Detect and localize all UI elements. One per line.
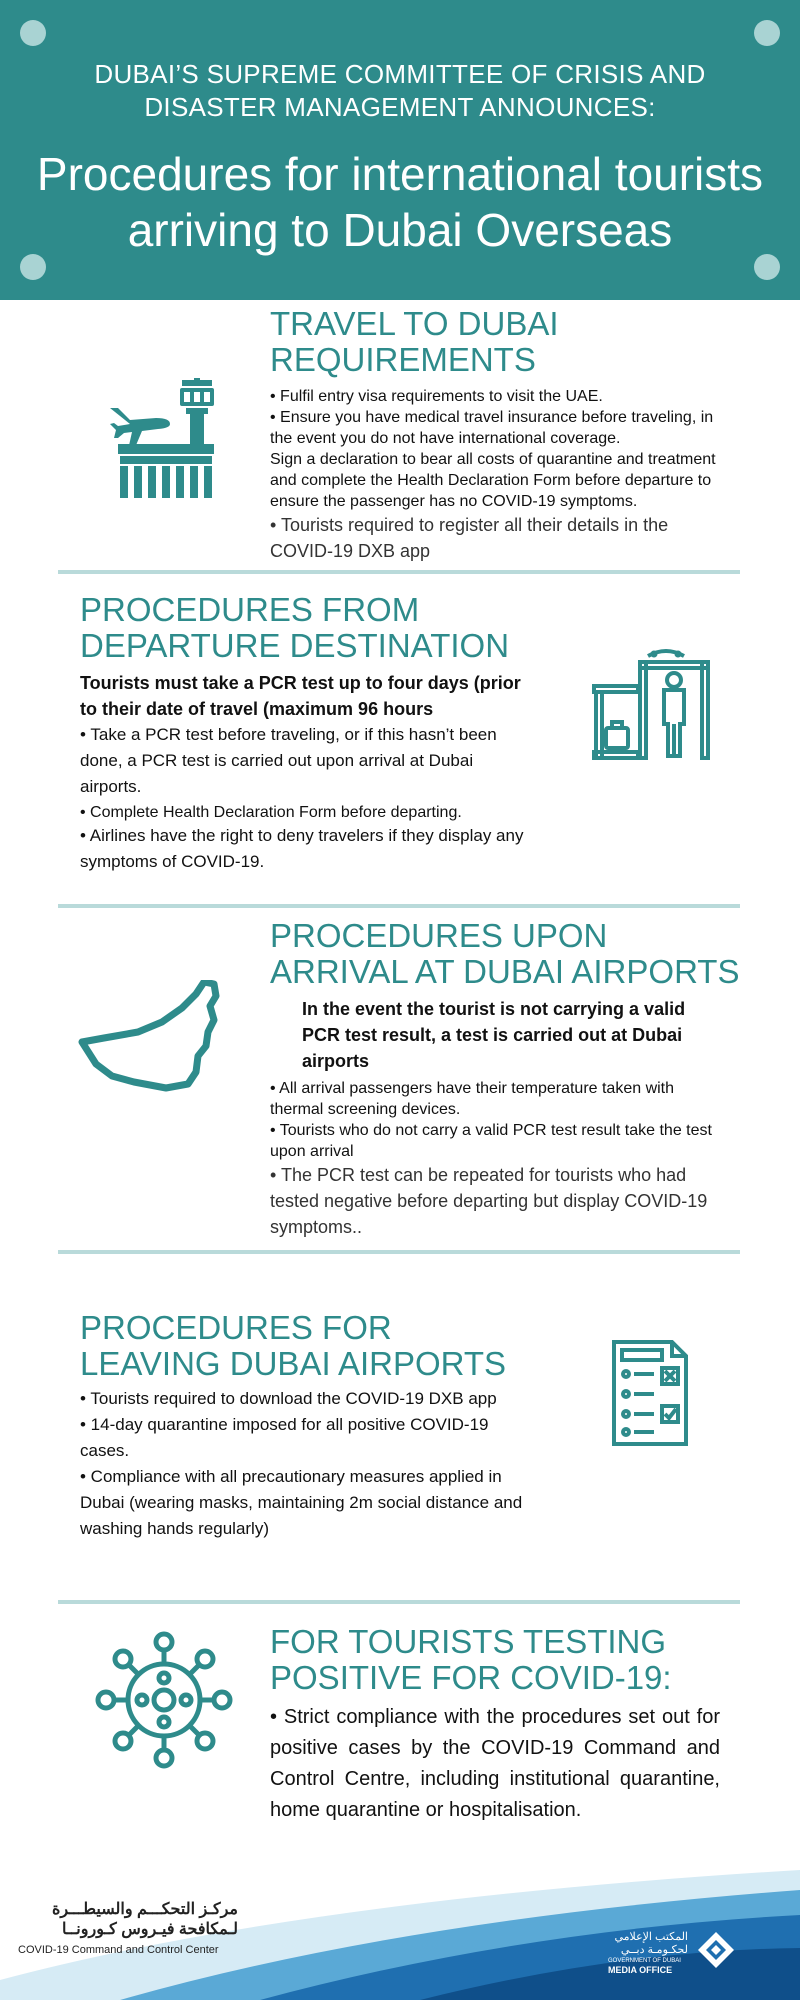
checklist-icon bbox=[610, 1338, 690, 1448]
section-title-positive: FOR TOURISTS TESTING POSITIVE FOR COVID-19: bbox=[270, 1623, 672, 1696]
header-banner bbox=[0, 0, 800, 300]
section-title-arrival: PROCEDURES UPON ARRIVAL AT DUBAI AIRPORTS bbox=[270, 917, 740, 990]
list-item: • Ensure you have medical travel insurance before traveling, in the event you do not have international coverage. bbox=[270, 409, 714, 447]
footer-right-ar-2: لحكـومـة دبــي bbox=[620, 1943, 688, 1956]
footer-left-en: COVID-19 Command and Control Center bbox=[18, 1944, 219, 1956]
list-item: • Fulfil entry visa requirements to visit the UAE. bbox=[270, 388, 603, 405]
airport-tower-plane-icon bbox=[108, 378, 224, 500]
covid-command-center-logo bbox=[18, 1900, 238, 1956]
departure-list bbox=[80, 670, 530, 875]
positive-list bbox=[270, 1702, 720, 1826]
security-scanner-icon bbox=[590, 644, 712, 760]
footer-right-ar-1: المكتب الإعلامي bbox=[614, 1930, 688, 1943]
footer-right-sub: GOVERNMENT OF DUBAI bbox=[608, 1957, 681, 1964]
media-office-emblem-icon bbox=[696, 1930, 736, 1975]
header-kicker: DUBAI’S SUPREME COMMITTEE OF CRISIS AND DISASTER MANAGEMENT ANNOUNCES: bbox=[94, 59, 706, 122]
dubai-media-office-logo bbox=[608, 1930, 738, 1975]
section-title-leaving: PROCEDURES FOR LEAVING DUBAI AIRPORTS bbox=[80, 1309, 507, 1382]
divider bbox=[58, 904, 740, 908]
divider bbox=[58, 1600, 740, 1604]
list-item: • Compliance with all precautionary measures applied in Dubai (wearing masks, maintaining 2m social distance and washing hands regularly) bbox=[80, 1467, 523, 1538]
section-title-departure: PROCEDURES FROM DEPARTURE DESTINATION bbox=[80, 591, 510, 664]
list-item: • Tourists who do not carry a valid PCR test result take the test upon arrival bbox=[270, 1122, 712, 1160]
arrival-list bbox=[270, 996, 720, 1240]
list-item: Sign a declaration to bear all costs of quarantine and treatment and complete the Health Declaration Form before departure to ensure the passenger has no COVID-19 symptoms. bbox=[270, 451, 716, 510]
list-item: • Airlines have the right to deny travelers if they display any symptoms of COVID-19. bbox=[80, 826, 524, 871]
list-item: • Tourists required to download the COVID-19 DXB app bbox=[80, 1389, 497, 1408]
list-item: • Take a PCR test before traveling, or if this hasn’t been done, a PCR test is carried out upon arrival at Dubai airports. bbox=[80, 725, 497, 796]
list-item: • 14-day quarantine imposed for all positive COVID-19 cases. bbox=[80, 1415, 489, 1460]
list-item: • All arrival passengers have their temperature taken with thermal screening devices. bbox=[270, 1080, 675, 1118]
uae-map-icon bbox=[78, 980, 222, 1092]
footer-left-ar-2: لـمكافحة فيـروس كـورونــا bbox=[62, 1921, 238, 1938]
footer-left-ar-1: مركـز التحكـــم والسيطـــرة bbox=[52, 1901, 238, 1918]
virus-icon bbox=[94, 1630, 234, 1770]
section-title-travel: TRAVEL TO DUBAI REQUIREMENTS bbox=[270, 305, 559, 378]
footer-right-en: MEDIA OFFICE bbox=[608, 1964, 673, 1975]
page-title: Procedures for international tourists arriving to Dubai Overseas bbox=[36, 148, 764, 256]
divider bbox=[58, 1250, 740, 1254]
list-item: • Complete Health Declaration Form before departing. bbox=[80, 804, 462, 821]
divider bbox=[58, 570, 740, 574]
list-item: • Strict compliance with the procedures set out for positive cases by the COVID-19 Command and Control Centre, including institutional quarantine, home quarantine or hospitalisation. bbox=[270, 1706, 720, 1821]
list-item: • Tourists required to register all their details in the COVID-19 DXB app bbox=[270, 515, 669, 561]
departure-lead: Tourists must take a PCR test up to four days (prior to their date of travel (maximum 96 hours bbox=[80, 673, 521, 719]
travel-list bbox=[270, 386, 720, 564]
corner-dot bbox=[754, 20, 780, 46]
list-item: • The PCR test can be repeated for tourists who had tested negative before departing but display COVID-19 symptoms.. bbox=[270, 1165, 708, 1237]
corner-dot bbox=[20, 20, 46, 46]
leaving-list bbox=[80, 1386, 530, 1542]
arrival-lead: In the event the tourist is not carrying a valid PCR test result, a test is carried out at Dubai airports bbox=[302, 999, 686, 1071]
